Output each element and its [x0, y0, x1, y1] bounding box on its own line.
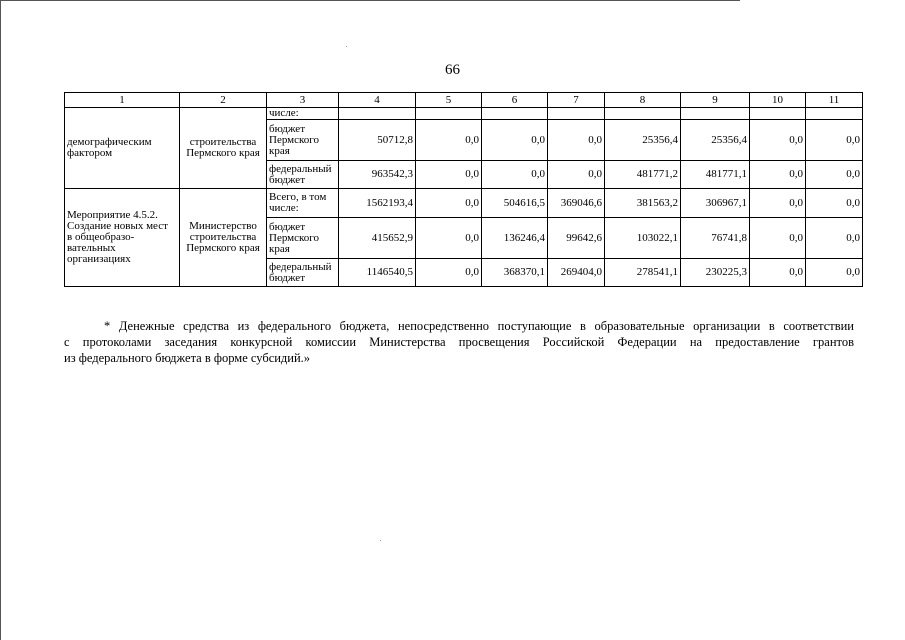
value-cell: 0,0 — [416, 218, 482, 259]
value-cell: 0,0 — [416, 120, 482, 161]
footnote-line: * Денежные средства из федерального бюджета, непосредственно поступающие в образовательные организации в соответствии — [104, 319, 854, 333]
page-top-edge — [0, 0, 740, 1]
value-cell: 0,0 — [482, 161, 548, 189]
value-cell: 1562193,4 — [339, 189, 416, 218]
column-header: 5 — [416, 93, 482, 108]
value-cell: 368370,1 — [482, 259, 548, 287]
source-label: бюджет Пермского края — [267, 120, 339, 161]
source-label: бюджет Пермского края — [267, 218, 339, 259]
value-cell: 0,0 — [750, 161, 806, 189]
column-header: 11 — [806, 93, 863, 108]
value-cell: 0,0 — [750, 259, 806, 287]
footnote-line: из федерального бюджета в форме субсидий.» — [64, 351, 311, 365]
column-header: 10 — [750, 93, 806, 108]
value-cell: 963542,3 — [339, 161, 416, 189]
value-cell — [806, 108, 863, 120]
source-label: Всего, в том числе: — [267, 189, 339, 218]
value-cell: 50712,8 — [339, 120, 416, 161]
column-header: 9 — [681, 93, 750, 108]
value-cell: 0,0 — [806, 218, 863, 259]
value-cell: 415652,9 — [339, 218, 416, 259]
source-label: федеральный бюджет — [267, 161, 339, 189]
footnote-line: с протоколами заседания конкурсной комиссии Министерства просвещения Российской Федерации на предоставление грантов — [64, 335, 854, 349]
column-header: 7 — [548, 93, 605, 108]
value-cell: 76741,8 — [681, 218, 750, 259]
value-cell: 230225,3 — [681, 259, 750, 287]
measure-cell: Мероприятие 4.5.2. Создание новых мест в общеобразо- вательных организациях — [65, 189, 180, 287]
executor-cell: Министерство строительства Пермского края — [180, 189, 267, 287]
value-cell: 381563,2 — [605, 189, 681, 218]
budget-table — [64, 92, 863, 287]
value-cell: 0,0 — [416, 259, 482, 287]
page-left-edge — [0, 0, 1, 640]
footnote — [64, 318, 854, 366]
value-cell: 0,0 — [806, 259, 863, 287]
executor-cell: строительства Пермского края — [180, 108, 267, 189]
value-cell: 0,0 — [548, 120, 605, 161]
value-cell: 504616,5 — [482, 189, 548, 218]
value-cell: 0,0 — [750, 189, 806, 218]
value-cell: 0,0 — [416, 189, 482, 218]
table-header-row — [65, 93, 863, 108]
value-cell: 0,0 — [806, 161, 863, 189]
column-header: 8 — [605, 93, 681, 108]
source-label: числе: — [267, 108, 339, 120]
value-cell — [605, 108, 681, 120]
value-cell: 306967,1 — [681, 189, 750, 218]
source-label: федеральный бюджет — [267, 259, 339, 287]
value-cell: 0,0 — [750, 120, 806, 161]
column-header: 2 — [180, 93, 267, 108]
value-cell: 0,0 — [750, 218, 806, 259]
table-row — [65, 189, 863, 218]
value-cell — [548, 108, 605, 120]
value-cell: 0,0 — [416, 161, 482, 189]
value-cell: 269404,0 — [548, 259, 605, 287]
value-cell — [339, 108, 416, 120]
value-cell: 481771,2 — [605, 161, 681, 189]
value-cell — [750, 108, 806, 120]
value-cell: 0,0 — [482, 120, 548, 161]
value-cell: 0,0 — [548, 161, 605, 189]
scan-speck — [346, 46, 347, 47]
table-row — [65, 108, 863, 120]
value-cell: 481771,1 — [681, 161, 750, 189]
column-header: 4 — [339, 93, 416, 108]
column-header: 3 — [267, 93, 339, 108]
scan-speck — [380, 540, 381, 541]
value-cell: 0,0 — [806, 120, 863, 161]
column-header: 1 — [65, 93, 180, 108]
value-cell: 278541,1 — [605, 259, 681, 287]
value-cell: 25356,4 — [681, 120, 750, 161]
value-cell — [482, 108, 548, 120]
value-cell: 1146540,5 — [339, 259, 416, 287]
measure-cell: демографическим фактором — [65, 108, 180, 189]
value-cell: 369046,6 — [548, 189, 605, 218]
value-cell: 136246,4 — [482, 218, 548, 259]
column-header: 6 — [482, 93, 548, 108]
value-cell: 0,0 — [806, 189, 863, 218]
value-cell: 25356,4 — [605, 120, 681, 161]
value-cell — [416, 108, 482, 120]
value-cell: 99642,6 — [548, 218, 605, 259]
value-cell: 103022,1 — [605, 218, 681, 259]
value-cell — [681, 108, 750, 120]
page-number: 66 — [445, 62, 460, 78]
